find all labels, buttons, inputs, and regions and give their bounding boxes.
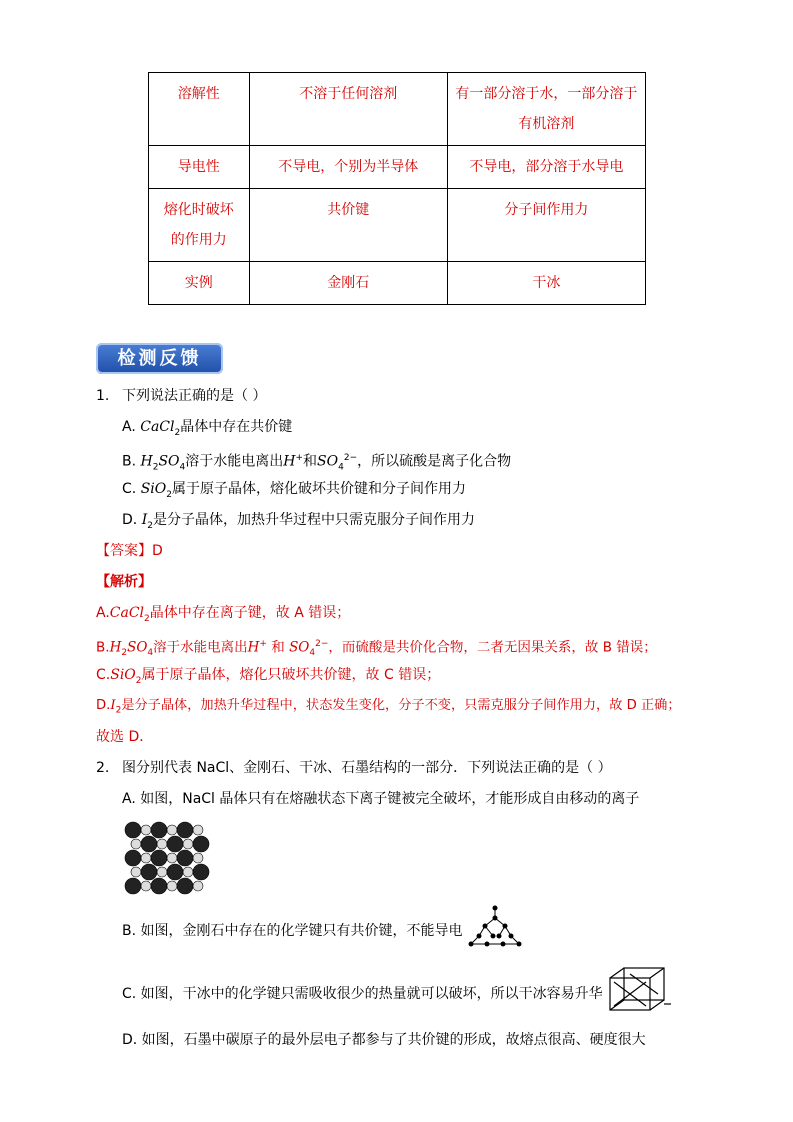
section-banner xyxy=(96,343,223,374)
table-row xyxy=(149,73,646,146)
formula: CaCl xyxy=(140,419,175,435)
formula: H xyxy=(140,453,153,470)
sodium-ion xyxy=(167,825,177,835)
formula: SiO xyxy=(110,667,136,683)
chloride-ion xyxy=(151,850,167,866)
formula-sub: 4 xyxy=(179,462,186,473)
q2-option-a: A. 如图，NaCl 晶体只有在熔融状态下离子键被完全破坏，才能形成自由移动的离子 xyxy=(122,791,640,807)
chloride-ion xyxy=(177,850,193,866)
cell-line: 有机溶剂 xyxy=(518,116,575,132)
analysis-prefix: A. xyxy=(96,605,110,621)
sodium-ion xyxy=(183,839,193,849)
analysis-text: 晶体中存在离子键，故 A 错误； xyxy=(149,605,351,621)
option-label: B. xyxy=(122,453,137,470)
option-text: 是分子晶体，加热升华过程中只需克服分子间作用力 xyxy=(152,512,475,528)
chloride-ion xyxy=(177,878,193,894)
sodium-ion xyxy=(193,881,203,891)
table-cell xyxy=(447,73,645,146)
option-label: D. xyxy=(122,512,138,528)
q1-option-a xyxy=(122,418,292,442)
table-cell: 不溶于任何溶剂 xyxy=(249,73,447,146)
formula-sub: 2 xyxy=(121,648,128,659)
dry-ice-lattice xyxy=(610,968,671,1010)
option-label: A. xyxy=(122,419,136,435)
table-cell: 金刚石 xyxy=(249,262,447,305)
analysis-prefix: C. xyxy=(96,667,111,683)
q1-option-b xyxy=(122,449,511,476)
cell-line: 熔化时破坏 xyxy=(163,202,234,218)
formula-sub: 2 xyxy=(135,675,142,686)
table-row xyxy=(149,189,646,262)
table-cell: 溶解性 xyxy=(149,73,250,146)
table-cell: 实例 xyxy=(149,262,250,305)
chloride-ion xyxy=(151,822,167,838)
formula: CaCl xyxy=(109,605,145,621)
sodium-ion xyxy=(167,881,177,891)
formula-sub: 4 xyxy=(147,648,154,659)
option-text: ，所以硫酸是离子化合物 xyxy=(357,453,512,470)
analysis-conclusion: 故选 D． xyxy=(96,729,154,745)
section-title: 检测反馈 xyxy=(117,348,202,369)
sodium-ion xyxy=(131,839,141,849)
formula: SO xyxy=(127,639,148,656)
formula: I xyxy=(110,698,116,713)
table-cell: 干冰 xyxy=(447,262,645,305)
formula: H xyxy=(109,639,122,656)
sodium-ion xyxy=(157,867,167,877)
table-cell: 不导电，个别为半导体 xyxy=(249,146,447,189)
option-text: 晶体中存在共价键 xyxy=(180,419,293,435)
table-cell: 共价键 xyxy=(249,189,447,262)
analysis-c xyxy=(96,666,440,690)
analysis-text: ，而硫酸是共价化合物，二者无因果关系，故 B 错误； xyxy=(328,639,657,656)
formula-sub: 2 xyxy=(115,705,122,716)
option-label: C. xyxy=(122,481,137,497)
option-text: 属于原子晶体，熔化破坏共价键和分子间作用力 xyxy=(171,481,466,497)
q2-option-c: C. 如图，干冰中的化学键只需吸收很少的热量就可以破坏，所以干冰容易升华 xyxy=(122,986,603,1002)
table-cell: 导电性 xyxy=(149,146,250,189)
formula-sup: + xyxy=(295,453,304,463)
sodium-ion xyxy=(141,825,151,835)
formula: H xyxy=(247,639,260,656)
table-cell: 不导电，部分溶于水导电 xyxy=(447,146,645,189)
q1-option-c xyxy=(122,480,466,504)
formula-sub: 4 xyxy=(338,462,344,473)
table-cell: 分子间作用力 xyxy=(447,189,645,262)
formula-sup: 2− xyxy=(343,453,358,463)
comparison-table xyxy=(148,72,646,305)
chloride-ion xyxy=(193,836,209,852)
diamond-structure-image xyxy=(465,904,525,950)
analysis-text: 属于原子晶体，熔化只破坏共价键，故 C 错误； xyxy=(141,667,441,683)
chloride-ion xyxy=(141,836,157,852)
q2-stem: 图分别代表 NaCl、金刚石、干冰、石墨结构的一部分．下列说法正确的是（ ） xyxy=(122,760,612,776)
formula: SO xyxy=(317,453,339,470)
chloride-ion xyxy=(167,864,183,880)
formula-sub: 2 xyxy=(147,520,153,531)
analysis-prefix: B. xyxy=(96,639,110,656)
table-cell xyxy=(149,189,250,262)
sodium-ion xyxy=(141,881,151,891)
q2-number: 2. xyxy=(96,760,110,776)
cell-line: 的作用力 xyxy=(170,232,227,248)
analysis-prefix: D. xyxy=(96,698,111,713)
q1-option-d xyxy=(122,511,475,535)
chloride-ion xyxy=(193,864,209,880)
formula-sub: 2 xyxy=(174,427,181,438)
chloride-ion xyxy=(125,850,141,866)
nacl-structure-image xyxy=(124,820,210,896)
analysis-a xyxy=(96,604,350,628)
table-row xyxy=(149,262,646,305)
option-text: 溶于水能电离出 xyxy=(185,453,284,470)
formula: SO xyxy=(158,453,180,470)
table-row xyxy=(149,146,646,189)
sodium-ion xyxy=(141,853,151,863)
chloride-ion xyxy=(177,822,193,838)
formula-sub: 2 xyxy=(166,489,172,500)
formula: SO xyxy=(289,639,310,656)
diamond-bonds xyxy=(471,908,519,944)
option-text: 和 xyxy=(303,453,318,470)
chloride-ion xyxy=(151,878,167,894)
analysis-text: 溶于水能电离出 xyxy=(153,639,248,656)
q1-number: 1. xyxy=(96,388,110,404)
cell-line: 有一部分溶于水，一部分溶于 xyxy=(455,86,638,102)
formula-sub: 2 xyxy=(144,613,150,624)
sodium-ion xyxy=(157,839,167,849)
analysis-text: 是分子晶体，加热升华过程中，状态发生变化，分子不变，只需克服分子间作用力，故 D 正确； xyxy=(121,698,681,713)
formula-sup: 2− xyxy=(315,639,329,649)
chloride-ion xyxy=(141,864,157,880)
chloride-ion xyxy=(125,822,141,838)
formula: SiO xyxy=(140,481,167,497)
analysis-d xyxy=(96,697,681,720)
formula: H xyxy=(283,453,296,470)
sodium-ion xyxy=(193,825,203,835)
sodium-ion xyxy=(131,867,141,877)
analysis-b xyxy=(96,635,657,662)
sodium-ion xyxy=(193,853,203,863)
sodium-ion xyxy=(167,853,177,863)
q1-stem: 下列说法正确的是（ ） xyxy=(122,388,267,404)
chloride-ion xyxy=(125,878,141,894)
formula-sub: 4 xyxy=(309,648,316,659)
dry-ice-structure-image xyxy=(604,964,672,1014)
formula: I xyxy=(141,512,148,528)
answer: 【答案】D xyxy=(96,543,163,559)
q2-option-d: D. 如图，石墨中碳原子的最外层电子都参与了共价键的形成，故熔点很高、硬度很大 xyxy=(122,1032,646,1048)
formula-sup: + xyxy=(259,639,267,649)
chloride-ion xyxy=(167,836,183,852)
analysis-text: 和 xyxy=(266,639,290,656)
analysis-label: 【解析】 xyxy=(96,574,152,590)
sodium-ion xyxy=(183,867,193,877)
formula-sub: 2 xyxy=(152,462,159,473)
q2-option-b: B. 如图，金刚石中存在的化学键只有共价键，不能导电 xyxy=(122,923,463,939)
